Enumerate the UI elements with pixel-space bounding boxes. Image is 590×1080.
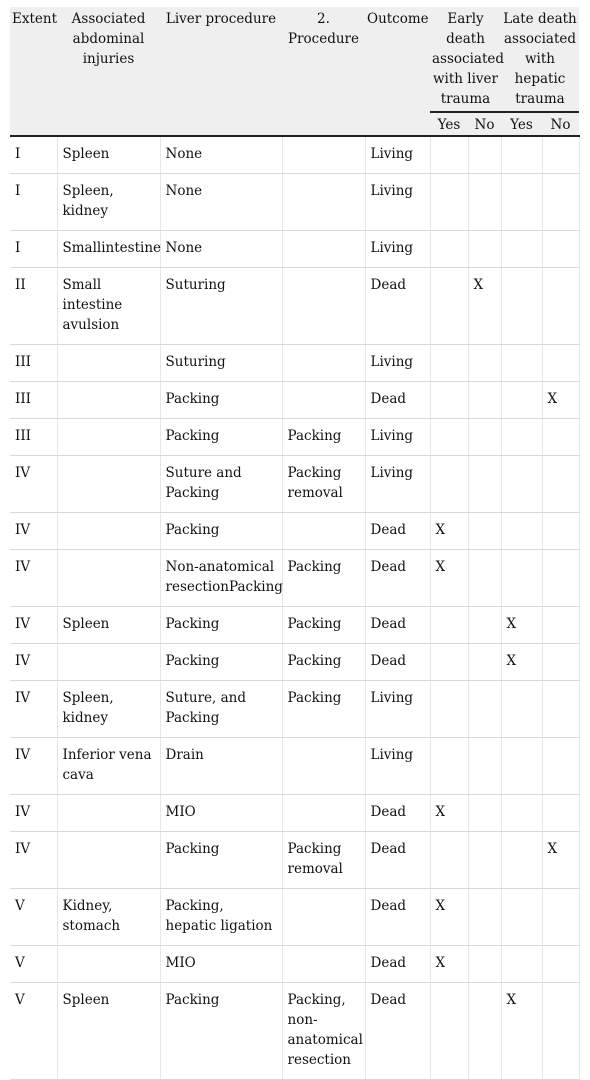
- header-late-death: Late death associated with hepatic trauma: [501, 7, 579, 112]
- cell-liver-procedure: Packing, hepatic ligation: [160, 889, 282, 946]
- cell-extent: IV: [10, 513, 57, 550]
- cell-early-no: [468, 456, 501, 513]
- cell-late-yes: X: [501, 607, 542, 644]
- table-row: [10, 136, 579, 174]
- cell-second-procedure: Packing: [282, 550, 365, 607]
- cell-early-no: [468, 946, 501, 983]
- cell-second-procedure: Packing removal: [282, 832, 365, 889]
- cell-second-procedure: Packing removal: [282, 456, 365, 513]
- cell-late-no: [542, 550, 579, 607]
- cell-extent: IV: [10, 644, 57, 681]
- cell-outcome: Living: [365, 136, 430, 174]
- cell-associated-injuries: Spleen: [57, 983, 160, 1080]
- cell-early-yes: [430, 681, 468, 738]
- cell-liver-procedure: Suture and Packing: [160, 456, 282, 513]
- cell-second-procedure: [282, 268, 365, 345]
- cell-late-yes: X: [501, 983, 542, 1080]
- cell-second-procedure: Packing: [282, 607, 365, 644]
- cell-early-yes: X: [430, 946, 468, 983]
- cell-late-no: [542, 738, 579, 795]
- cell-early-yes: [430, 268, 468, 345]
- table-row: [10, 513, 579, 550]
- cell-late-no: X: [542, 382, 579, 419]
- liver-trauma-table: [10, 7, 580, 1080]
- cell-late-yes: [501, 231, 542, 268]
- cell-late-yes: [501, 681, 542, 738]
- cell-second-procedure: [282, 738, 365, 795]
- cell-early-yes: [430, 231, 468, 268]
- cell-outcome: Dead: [365, 644, 430, 681]
- cell-late-no: [542, 795, 579, 832]
- cell-late-yes: [501, 268, 542, 345]
- cell-late-yes: [501, 550, 542, 607]
- cell-extent: IV: [10, 738, 57, 795]
- cell-extent: I: [10, 174, 57, 231]
- cell-late-no: [542, 136, 579, 174]
- cell-liver-procedure: Packing: [160, 832, 282, 889]
- cell-late-yes: [501, 419, 542, 456]
- cell-early-no: [468, 832, 501, 889]
- cell-late-yes: [501, 136, 542, 174]
- header-second-procedure: 2. Procedure: [282, 7, 365, 136]
- cell-outcome: Dead: [365, 832, 430, 889]
- cell-early-yes: X: [430, 795, 468, 832]
- cell-late-no: [542, 681, 579, 738]
- table-row: [10, 832, 579, 889]
- header-liver-procedure: Liver procedure: [160, 7, 282, 136]
- table-row: [10, 795, 579, 832]
- cell-liver-procedure: Non-anatomical resectionPacking: [160, 550, 282, 607]
- cell-early-yes: [430, 345, 468, 382]
- cell-associated-injuries: [57, 345, 160, 382]
- header-late-yes: Yes: [501, 112, 542, 136]
- table-header: [10, 7, 579, 136]
- cell-early-no: [468, 231, 501, 268]
- cell-late-no: X: [542, 832, 579, 889]
- cell-early-no: [468, 983, 501, 1080]
- cell-late-no: [542, 644, 579, 681]
- cell-outcome: Dead: [365, 946, 430, 983]
- cell-late-no: [542, 983, 579, 1080]
- cell-outcome: Living: [365, 681, 430, 738]
- table-row: [10, 889, 579, 946]
- cell-early-no: X: [468, 268, 501, 345]
- cell-late-yes: [501, 832, 542, 889]
- cell-late-no: [542, 268, 579, 345]
- cell-liver-procedure: None: [160, 231, 282, 268]
- cell-early-yes: [430, 644, 468, 681]
- cell-early-yes: [430, 738, 468, 795]
- cell-second-procedure: [282, 889, 365, 946]
- cell-late-yes: [501, 345, 542, 382]
- cell-extent: IV: [10, 795, 57, 832]
- header-early-no: No: [468, 112, 501, 136]
- table-row: [10, 174, 579, 231]
- cell-extent: III: [10, 345, 57, 382]
- cell-outcome: Dead: [365, 382, 430, 419]
- cell-outcome: Living: [365, 174, 430, 231]
- cell-liver-procedure: Drain: [160, 738, 282, 795]
- header-extent: Extent: [10, 7, 57, 136]
- header-outcome: Outcome: [365, 7, 430, 136]
- cell-early-no: [468, 607, 501, 644]
- table-row: [10, 946, 579, 983]
- cell-liver-procedure: Suturing: [160, 345, 282, 382]
- cell-extent: IV: [10, 550, 57, 607]
- table-container: [10, 7, 579, 1080]
- header-late-no: No: [542, 112, 579, 136]
- cell-outcome: Dead: [365, 268, 430, 345]
- table-row: [10, 268, 579, 345]
- cell-outcome: Living: [365, 738, 430, 795]
- cell-outcome: Dead: [365, 607, 430, 644]
- table-row: [10, 550, 579, 607]
- cell-second-procedure: Packing: [282, 681, 365, 738]
- cell-late-yes: [501, 795, 542, 832]
- cell-associated-injuries: [57, 946, 160, 983]
- cell-early-yes: X: [430, 889, 468, 946]
- cell-early-yes: [430, 136, 468, 174]
- cell-outcome: Dead: [365, 513, 430, 550]
- cell-liver-procedure: Packing: [160, 607, 282, 644]
- header-early-death: Early death associated with liver trauma: [430, 7, 501, 112]
- cell-associated-injuries: [57, 456, 160, 513]
- cell-outcome: Dead: [365, 550, 430, 607]
- cell-extent: IV: [10, 832, 57, 889]
- cell-early-no: [468, 345, 501, 382]
- table-body: [10, 136, 579, 1080]
- table-row: [10, 607, 579, 644]
- cell-second-procedure: Packing: [282, 644, 365, 681]
- cell-early-yes: [430, 832, 468, 889]
- cell-late-no: [542, 607, 579, 644]
- cell-liver-procedure: MIO: [160, 795, 282, 832]
- cell-outcome: Dead: [365, 889, 430, 946]
- cell-extent: I: [10, 231, 57, 268]
- cell-liver-procedure: Packing: [160, 513, 282, 550]
- cell-extent: IV: [10, 607, 57, 644]
- cell-early-yes: [430, 456, 468, 513]
- cell-associated-injuries: Inferior vena cava: [57, 738, 160, 795]
- cell-late-no: [542, 174, 579, 231]
- cell-late-yes: X: [501, 644, 542, 681]
- cell-second-procedure: [282, 946, 365, 983]
- cell-extent: V: [10, 889, 57, 946]
- cell-late-yes: [501, 456, 542, 513]
- cell-early-no: [468, 513, 501, 550]
- cell-associated-injuries: Spleen, kidney: [57, 681, 160, 738]
- cell-early-yes: X: [430, 513, 468, 550]
- cell-early-no: [468, 889, 501, 946]
- cell-extent: II: [10, 268, 57, 345]
- cell-outcome: Dead: [365, 795, 430, 832]
- table-row: [10, 644, 579, 681]
- cell-associated-injuries: Spleen: [57, 607, 160, 644]
- cell-extent: V: [10, 983, 57, 1080]
- cell-early-no: [468, 419, 501, 456]
- cell-second-procedure: [282, 174, 365, 231]
- cell-associated-injuries: [57, 550, 160, 607]
- cell-early-yes: [430, 419, 468, 456]
- cell-extent: V: [10, 946, 57, 983]
- cell-associated-injuries: Smallintestine: [57, 231, 160, 268]
- cell-late-yes: [501, 382, 542, 419]
- cell-second-procedure: [282, 345, 365, 382]
- cell-outcome: Living: [365, 231, 430, 268]
- cell-extent: I: [10, 136, 57, 174]
- cell-early-no: [468, 550, 501, 607]
- table-row: [10, 231, 579, 268]
- cell-late-no: [542, 456, 579, 513]
- cell-early-yes: [430, 983, 468, 1080]
- cell-liver-procedure: Packing: [160, 419, 282, 456]
- cell-early-no: [468, 382, 501, 419]
- cell-extent: IV: [10, 456, 57, 513]
- table-row: [10, 738, 579, 795]
- cell-liver-procedure: Suture, and Packing: [160, 681, 282, 738]
- cell-outcome: Living: [365, 456, 430, 513]
- cell-liver-procedure: Packing: [160, 983, 282, 1080]
- cell-extent: III: [10, 419, 57, 456]
- cell-late-no: [542, 513, 579, 550]
- table-row: [10, 382, 579, 419]
- cell-associated-injuries: [57, 795, 160, 832]
- table-row: [10, 456, 579, 513]
- cell-associated-injuries: Spleen, kidney: [57, 174, 160, 231]
- cell-early-yes: [430, 607, 468, 644]
- cell-extent: III: [10, 382, 57, 419]
- cell-late-yes: [501, 513, 542, 550]
- cell-second-procedure: Packing: [282, 419, 365, 456]
- cell-early-no: [468, 795, 501, 832]
- cell-extent: IV: [10, 681, 57, 738]
- table-row: [10, 983, 579, 1080]
- cell-associated-injuries: Kidney, stomach: [57, 889, 160, 946]
- cell-outcome: Living: [365, 419, 430, 456]
- table-row: [10, 419, 579, 456]
- cell-liver-procedure: MIO: [160, 946, 282, 983]
- cell-liver-procedure: None: [160, 136, 282, 174]
- cell-second-procedure: [282, 231, 365, 268]
- cell-liver-procedure: Packing: [160, 382, 282, 419]
- cell-second-procedure: [282, 513, 365, 550]
- cell-associated-injuries: Small intestine avulsion: [57, 268, 160, 345]
- cell-late-no: [542, 946, 579, 983]
- cell-associated-injuries: [57, 513, 160, 550]
- cell-late-yes: [501, 946, 542, 983]
- cell-late-no: [542, 231, 579, 268]
- cell-late-no: [542, 345, 579, 382]
- cell-outcome: Dead: [365, 983, 430, 1080]
- cell-associated-injuries: [57, 419, 160, 456]
- cell-liver-procedure: Packing: [160, 644, 282, 681]
- cell-associated-injuries: [57, 382, 160, 419]
- header-associated-injuries: Associated abdominal injuries: [57, 7, 160, 136]
- cell-early-no: [468, 738, 501, 795]
- cell-late-yes: [501, 738, 542, 795]
- cell-early-no: [468, 681, 501, 738]
- cell-associated-injuries: Spleen: [57, 136, 160, 174]
- cell-liver-procedure: None: [160, 174, 282, 231]
- cell-liver-procedure: Suturing: [160, 268, 282, 345]
- cell-early-yes: [430, 174, 468, 231]
- cell-second-procedure: Packing, non-anatomical resection: [282, 983, 365, 1080]
- cell-early-no: [468, 644, 501, 681]
- cell-early-yes: X: [430, 550, 468, 607]
- cell-second-procedure: [282, 136, 365, 174]
- cell-late-yes: [501, 174, 542, 231]
- header-early-yes: Yes: [430, 112, 468, 136]
- cell-late-no: [542, 889, 579, 946]
- cell-early-no: [468, 174, 501, 231]
- cell-second-procedure: [282, 382, 365, 419]
- cell-outcome: Living: [365, 345, 430, 382]
- cell-early-yes: [430, 382, 468, 419]
- cell-second-procedure: [282, 795, 365, 832]
- cell-late-yes: [501, 889, 542, 946]
- table-row: [10, 681, 579, 738]
- cell-late-no: [542, 419, 579, 456]
- cell-associated-injuries: [57, 832, 160, 889]
- table-row: [10, 345, 579, 382]
- cell-early-no: [468, 136, 501, 174]
- cell-associated-injuries: [57, 644, 160, 681]
